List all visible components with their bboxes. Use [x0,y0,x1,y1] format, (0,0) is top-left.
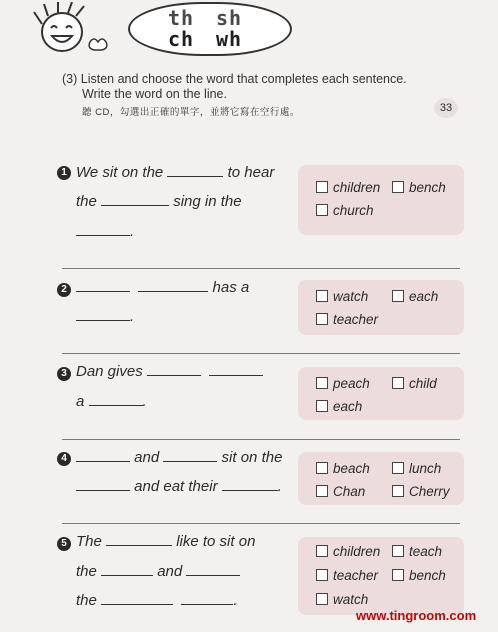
phonics-cloud [128,2,292,56]
question-number-3: 3 [57,367,71,381]
divider [62,523,460,524]
answer-blank[interactable] [163,448,217,462]
answer-blank[interactable] [76,307,130,321]
question-number-1: 1 [57,166,71,180]
options-box-1 [298,165,464,235]
option-checkbox[interactable]: Chan [316,484,365,499]
option-checkbox[interactable]: watch [316,592,368,607]
checkbox-icon[interactable] [316,485,328,497]
checkbox-icon[interactable] [316,545,328,557]
checkbox-icon[interactable] [392,181,404,193]
checkbox-icon[interactable] [316,204,328,216]
option-checkbox[interactable]: bench [392,568,446,583]
question-4-line-2: and eat their . [76,477,282,495]
page-number: 33 [434,98,458,118]
option-checkbox[interactable]: Cherry [392,484,450,499]
option-checkbox[interactable]: lunch [392,461,441,476]
question-5-line-1: The like to sit on [76,533,256,550]
answer-blank[interactable] [89,392,143,406]
option-checkbox[interactable]: church [316,203,374,218]
question-4-line-1: and sit on the [76,448,282,466]
checkbox-icon[interactable] [392,462,404,474]
divider [62,439,460,440]
question-3-line-2: a . [76,393,147,410]
answer-blank[interactable] [181,591,233,605]
option-checkbox[interactable]: children [316,180,380,195]
answer-blank[interactable] [167,163,223,177]
phonics-th: th [168,6,195,30]
instruction-chinese: 聽 CD，勾選出正確的單字，並將它寫在空行處。 [82,107,300,118]
question-number-4: 4 [57,452,71,466]
question-2-line-2: . [76,307,134,325]
question-1-line-3: . [76,222,134,240]
answer-blank[interactable] [101,591,173,605]
checkbox-icon[interactable] [316,313,328,325]
answer-blank[interactable] [209,362,263,376]
cartoon-face-icon [26,2,116,62]
checkbox-icon[interactable] [392,569,404,581]
checkbox-icon[interactable] [392,485,404,497]
checkbox-icon[interactable] [316,569,328,581]
option-checkbox[interactable]: bench [392,180,446,195]
checkbox-icon[interactable] [316,400,328,412]
option-checkbox[interactable]: beach [316,461,370,476]
instruction-line-1: (3) Listen and choose the word that completes each sentence. [62,72,407,86]
option-checkbox[interactable]: teacher [316,312,378,327]
answer-blank[interactable] [76,278,130,292]
instruction-line-2: Write the word on the line. [82,87,227,101]
answer-blank[interactable] [76,222,130,236]
option-checkbox[interactable]: children [316,544,380,559]
answer-blank[interactable] [222,477,278,491]
option-checkbox[interactable]: each [316,399,362,414]
divider [62,268,460,269]
question-number-5: 5 [57,537,71,551]
question-2-line-1: has a [76,278,249,296]
option-checkbox[interactable]: peach [316,376,370,391]
answer-blank[interactable] [147,362,201,376]
option-checkbox[interactable]: each [392,289,438,304]
answer-blank[interactable] [101,192,169,206]
option-checkbox[interactable]: teacher [316,568,378,583]
question-1-line-1: We sit on the to hear [76,164,275,181]
question-1-line-2: the sing in the [76,193,242,210]
answer-blank[interactable] [76,477,130,491]
phonics-wh: wh [216,27,243,51]
answer-blank[interactable] [106,532,172,546]
option-checkbox[interactable]: child [392,376,437,391]
answer-blank[interactable] [101,562,153,576]
question-5-line-3: the . [76,592,238,609]
checkbox-icon[interactable] [316,377,328,389]
question-3-line-1: Dan gives [76,362,263,380]
answer-blank[interactable] [138,278,208,292]
divider [62,353,460,354]
answer-blank[interactable] [76,448,130,462]
checkbox-icon[interactable] [316,290,328,302]
question-5-line-2: the and [76,562,240,580]
question-number-2: 2 [57,283,71,297]
watermark-url: www.tingroom.com [356,608,477,623]
option-checkbox[interactable]: teach [392,544,442,559]
option-checkbox[interactable]: watch [316,289,368,304]
checkbox-icon[interactable] [392,545,404,557]
phonics-ch: ch [168,27,195,51]
checkbox-icon[interactable] [392,290,404,302]
checkbox-icon[interactable] [392,377,404,389]
answer-blank[interactable] [186,562,240,576]
checkbox-icon[interactable] [316,462,328,474]
checkbox-icon[interactable] [316,593,328,605]
phonics-sh: sh [216,6,243,30]
checkbox-icon[interactable] [316,181,328,193]
